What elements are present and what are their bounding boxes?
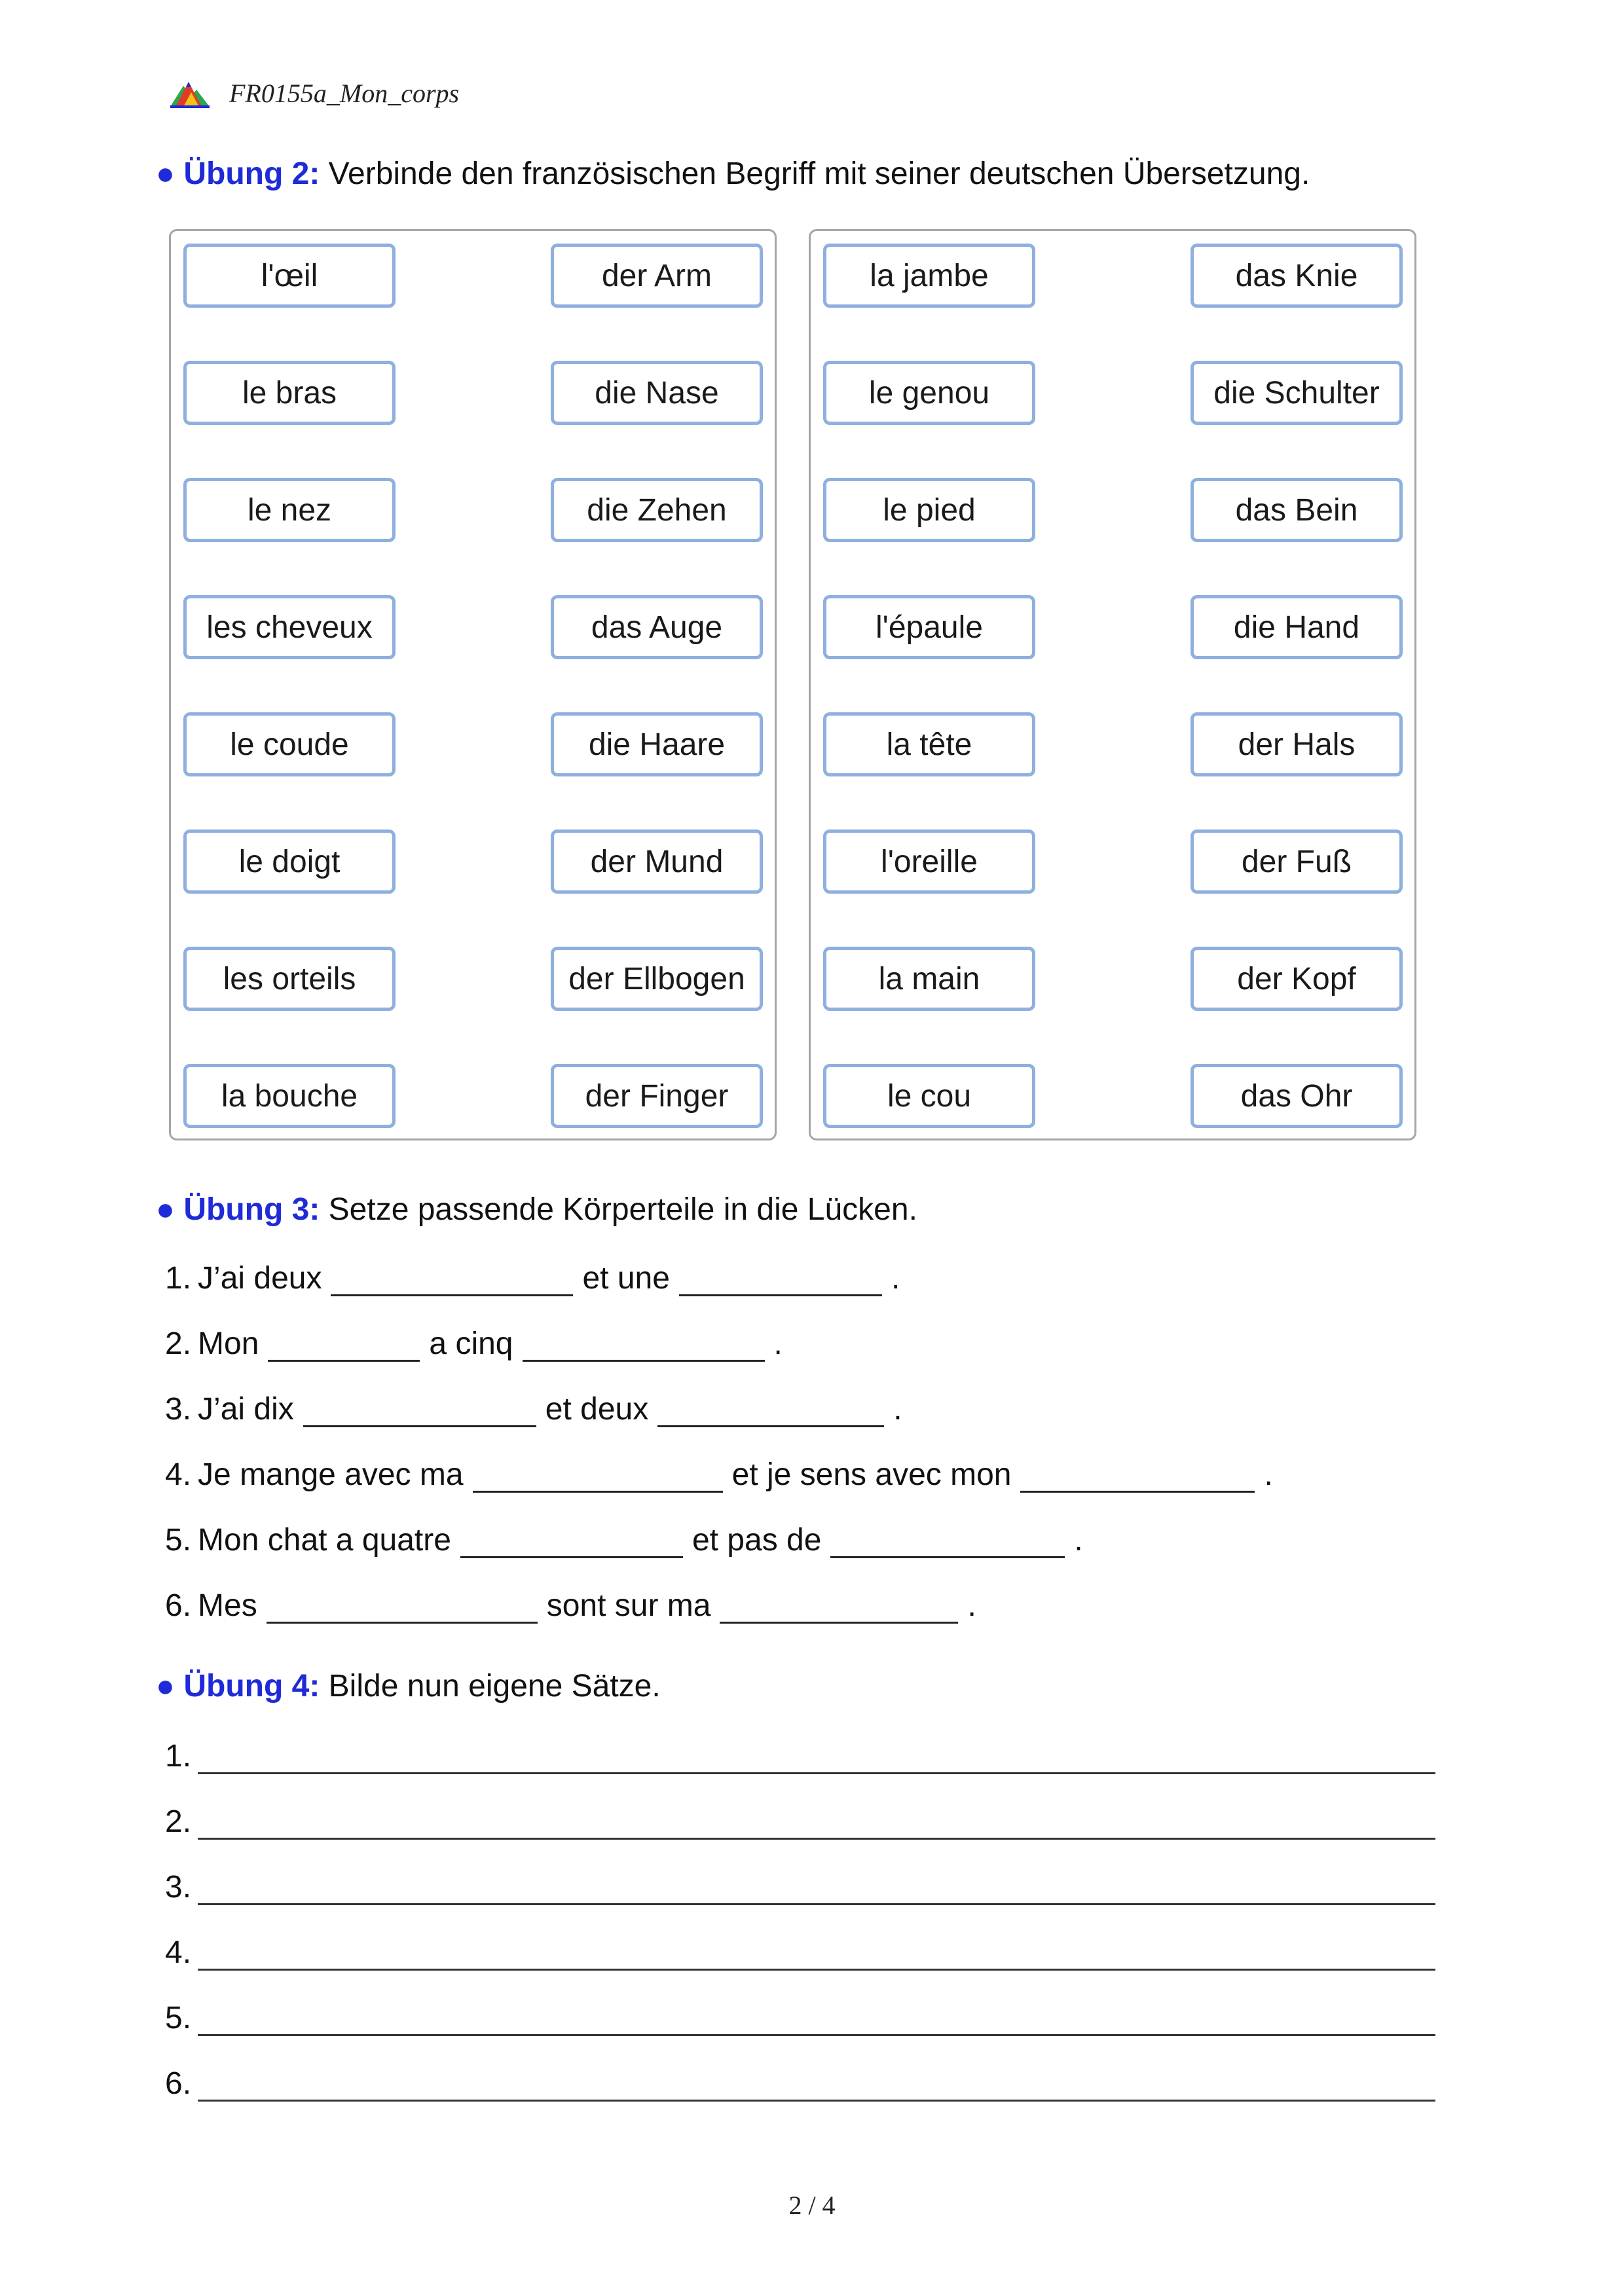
writing-line[interactable] <box>198 1805 1435 1840</box>
french-term-box[interactable]: la jambe <box>823 244 1035 308</box>
sentence-text: et une <box>582 1261 670 1296</box>
sentence-text: . <box>891 1261 900 1296</box>
page-number: 2 / 4 <box>788 2191 836 2220</box>
exercise-label: Übung 2: <box>183 156 320 191</box>
german-term-box[interactable]: der Mund <box>551 829 763 894</box>
page-header <box>169 73 459 113</box>
german-term-box[interactable]: die Zehen <box>551 478 763 542</box>
german-term-box[interactable]: der Fuß <box>1190 829 1403 894</box>
french-term-box[interactable]: l'œil <box>183 244 396 308</box>
writing-line[interactable] <box>198 1740 1435 1774</box>
line-number: 2. <box>165 1804 192 1839</box>
writing-line-row <box>165 1925 1435 1971</box>
answer-blank[interactable] <box>473 1461 723 1493</box>
sentence-number: 2. <box>165 1326 192 1361</box>
sentence-number: 6. <box>165 1588 192 1623</box>
answer-blank[interactable] <box>460 1526 683 1558</box>
german-term-box[interactable]: der Kopf <box>1190 947 1403 1011</box>
writing-line-row <box>165 1728 1435 1774</box>
french-term-box[interactable]: l'épaule <box>823 595 1035 659</box>
german-term-box[interactable]: das Auge <box>551 595 763 659</box>
sentence-text: . <box>893 1392 902 1427</box>
german-term-box[interactable]: die Hand <box>1190 595 1403 659</box>
sentence-text: J’ai deux <box>198 1261 322 1296</box>
french-term-box[interactable]: le bras <box>183 361 396 425</box>
answer-blank[interactable] <box>657 1395 884 1427</box>
sentence-row <box>165 1381 902 1427</box>
sentence-text: et deux <box>545 1392 649 1427</box>
exercise-instruction: Bilde nun eigene Sätze. <box>320 1669 661 1704</box>
exercise-3-heading <box>156 1192 917 1228</box>
german-term-box[interactable]: der Arm <box>551 244 763 308</box>
answer-blank[interactable] <box>830 1526 1065 1558</box>
matching-panel-right <box>809 229 1416 1140</box>
german-term-box[interactable]: das Bein <box>1190 478 1403 542</box>
exercise-instruction: Setze passende Körperteile in die Lücken. <box>320 1192 917 1227</box>
sentence-text: . <box>773 1326 783 1361</box>
french-term-box[interactable]: le pied <box>823 478 1035 542</box>
sentence-text: . <box>1264 1457 1273 1492</box>
answer-blank[interactable] <box>268 1330 420 1362</box>
line-number: 3. <box>165 1870 192 1904</box>
french-term-box[interactable]: les cheveux <box>183 595 396 659</box>
line-number: 5. <box>165 2001 192 2035</box>
line-number: 4. <box>165 1935 192 1970</box>
document-title: FR0155a_Mon_corps <box>229 78 460 108</box>
sentence-text: et pas de <box>692 1523 822 1558</box>
french-term-box[interactable]: l'oreille <box>823 829 1035 894</box>
answer-blank[interactable] <box>331 1264 573 1296</box>
answer-blank[interactable] <box>1020 1461 1255 1493</box>
exercise-label: Übung 3: <box>183 1192 320 1227</box>
line-number: 6. <box>165 2066 192 2101</box>
german-term-box[interactable]: der Ellbogen <box>551 947 763 1011</box>
writing-line-row <box>165 1794 1435 1840</box>
french-term-box[interactable]: les orteils <box>183 947 396 1011</box>
sentence-text: a cinq <box>429 1326 513 1361</box>
exercise-instruction: Verbinde den französischen Begriff mit seiner deutschen Übersetzung. <box>320 156 1310 191</box>
french-term-box[interactable]: la tête <box>823 712 1035 776</box>
sentence-row <box>165 1316 783 1362</box>
german-term-box[interactable]: die Haare <box>551 712 763 776</box>
sentence-number: 4. <box>165 1457 192 1492</box>
german-term-box[interactable]: der Finger <box>551 1064 763 1128</box>
exercise-4-heading <box>156 1668 661 1704</box>
sentence-text: et je sens avec mon <box>731 1457 1012 1492</box>
german-term-box[interactable]: das Ohr <box>1190 1064 1403 1128</box>
exercise-2-heading <box>156 156 1310 192</box>
exercise-label: Übung 4: <box>183 1669 320 1704</box>
french-term-box[interactable]: le cou <box>823 1064 1035 1128</box>
writing-line[interactable] <box>198 1870 1435 1905</box>
sentence-text: . <box>967 1588 976 1623</box>
answer-blank[interactable] <box>679 1264 882 1296</box>
sentence-text: . <box>1074 1523 1083 1558</box>
answer-blank[interactable] <box>267 1592 538 1624</box>
german-term-box[interactable]: das Knie <box>1190 244 1403 308</box>
sentence-row <box>165 1447 1273 1493</box>
bullet-icon: ● <box>156 1192 175 1227</box>
writing-line[interactable] <box>198 2067 1435 2102</box>
answer-blank[interactable] <box>303 1395 536 1427</box>
french-term-box[interactable]: le nez <box>183 478 396 542</box>
french-term-box[interactable]: le doigt <box>183 829 396 894</box>
sentence-text: Mes <box>198 1588 257 1623</box>
german-term-box[interactable]: die Schulter <box>1190 361 1403 425</box>
sentence-row <box>165 1250 900 1296</box>
mountain-logo-icon <box>169 77 211 109</box>
bullet-icon: ● <box>156 1669 175 1704</box>
sentence-text: sont sur ma <box>546 1588 711 1623</box>
matching-panel-left <box>169 229 777 1140</box>
sentence-row <box>165 1512 1083 1558</box>
sentence-text: Mon chat a quatre <box>198 1523 451 1558</box>
writing-line[interactable] <box>198 2001 1435 2036</box>
bullet-icon: ● <box>156 156 175 191</box>
french-term-box[interactable]: le coude <box>183 712 396 776</box>
sentence-number: 3. <box>165 1392 192 1427</box>
line-number: 1. <box>165 1739 192 1774</box>
french-term-box[interactable]: la bouche <box>183 1064 396 1128</box>
sentence-row <box>165 1578 976 1624</box>
sentence-text: Mon <box>198 1326 259 1361</box>
writing-line-row <box>165 2056 1435 2102</box>
sentence-text: Je mange avec ma <box>198 1457 464 1492</box>
sentence-number: 1. <box>165 1261 192 1296</box>
sentence-text: J’ai dix <box>198 1392 294 1427</box>
german-term-box[interactable]: der Hals <box>1190 712 1403 776</box>
answer-blank[interactable] <box>720 1592 958 1624</box>
french-term-box[interactable]: la main <box>823 947 1035 1011</box>
sentence-number: 5. <box>165 1523 192 1558</box>
writing-line[interactable] <box>198 1936 1435 1971</box>
writing-line-row <box>165 1990 1435 2036</box>
german-term-box[interactable]: die Nase <box>551 361 763 425</box>
answer-blank[interactable] <box>523 1330 765 1362</box>
writing-line-row <box>165 1859 1435 1905</box>
french-term-box[interactable]: le genou <box>823 361 1035 425</box>
